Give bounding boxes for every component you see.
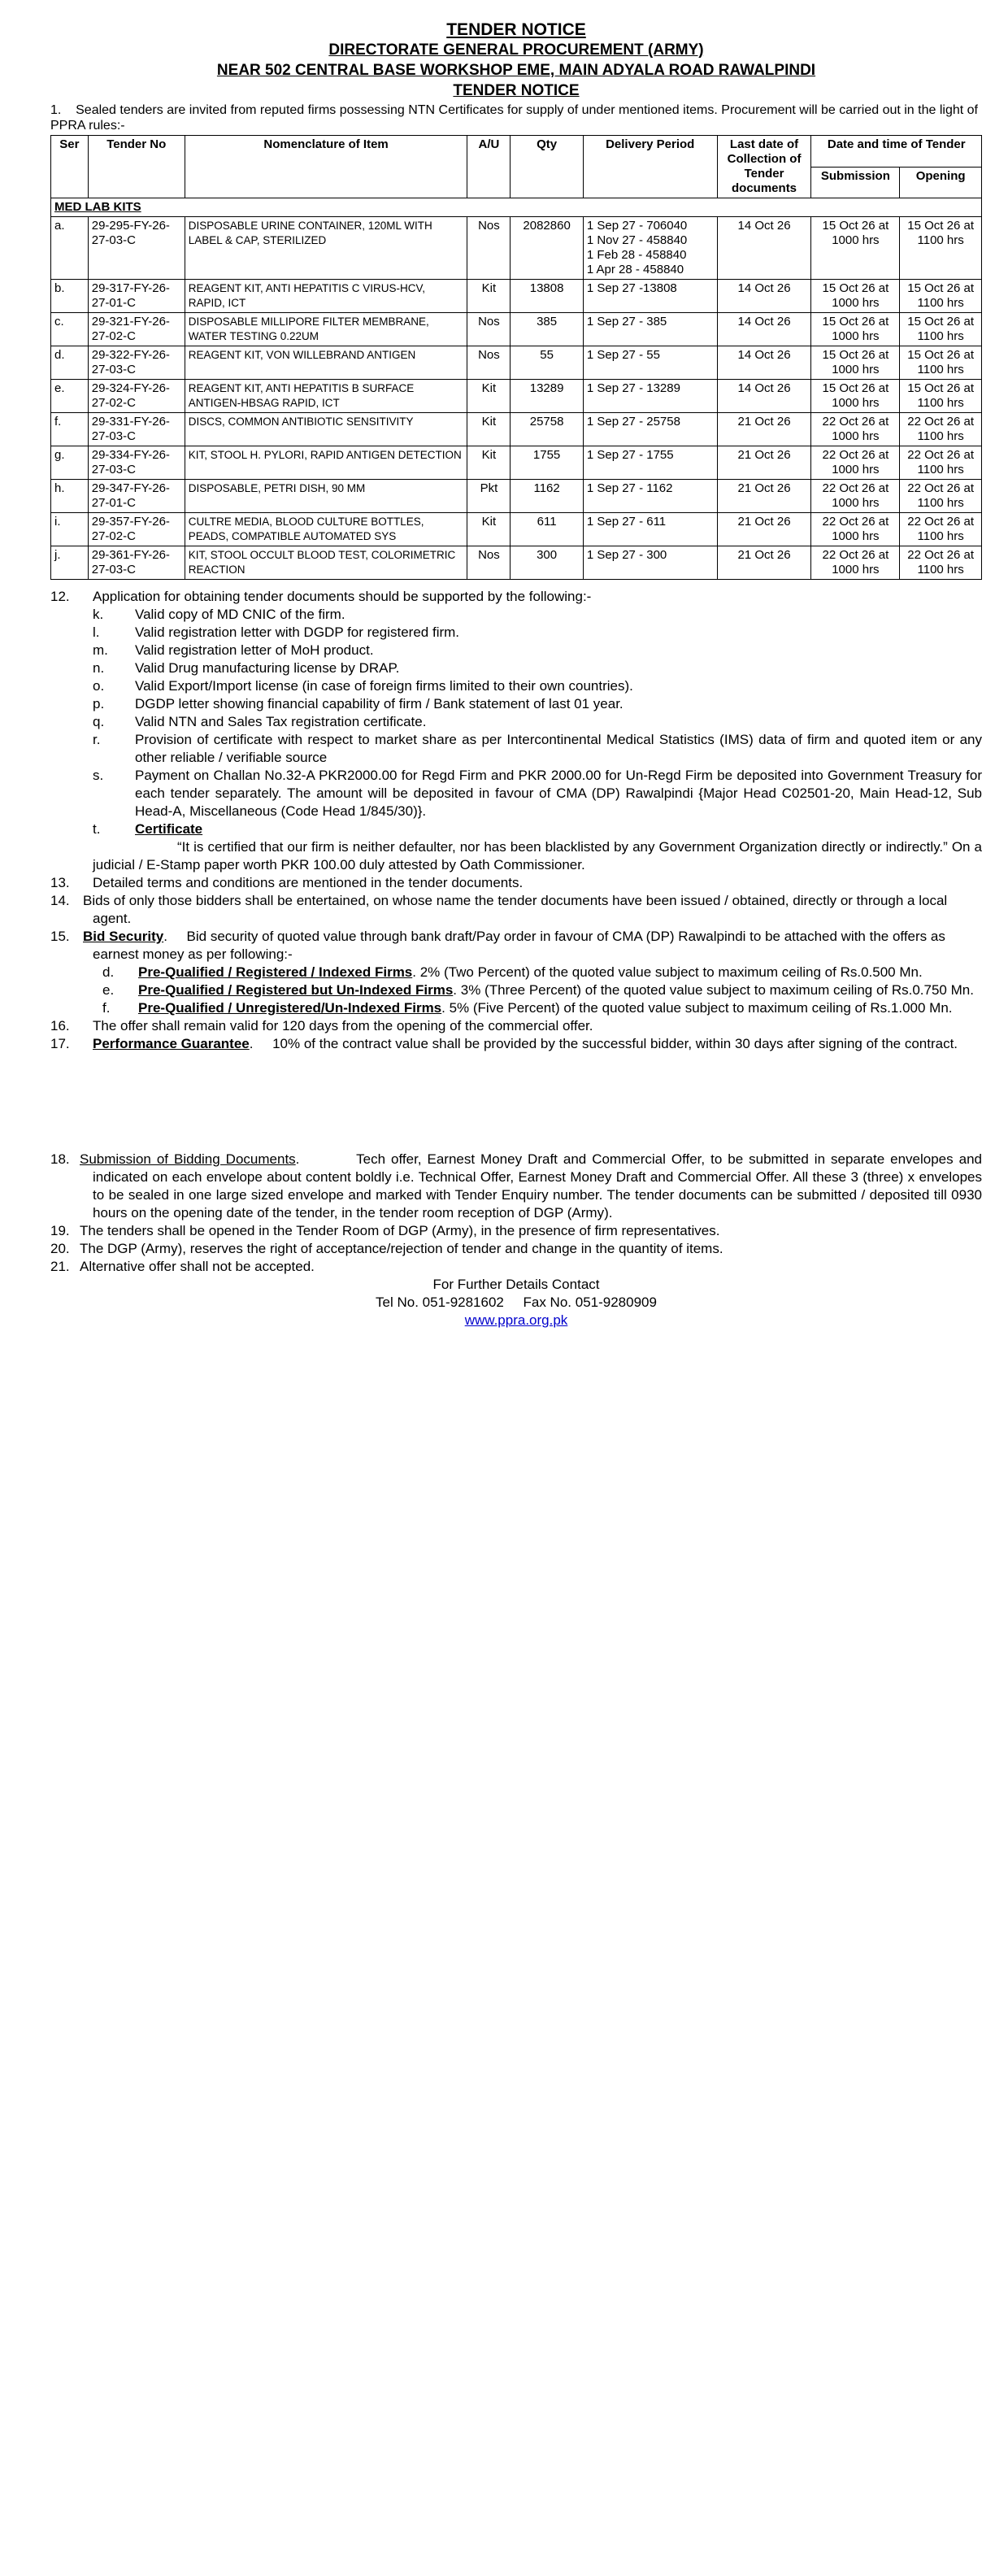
cell-item: KIT, STOOL OCCULT BLOOD TEST, COLORIMETRIC REACTION: [185, 546, 467, 580]
cell-ser: j.: [51, 546, 89, 580]
para-12-number: 12.: [50, 589, 70, 604]
cell-ser: g.: [51, 446, 89, 480]
para-19-number: 19.: [50, 1223, 70, 1238]
para-12-text: Application for obtaining tender documents should be supported by the following:-: [93, 589, 592, 604]
para-12-item-text: Valid registration letter with DGDP for registered firm.: [135, 624, 460, 640]
performance-guarantee-text: 10% of the contract value shall be provided by the successful bidder, within 30 days after signing of the contract.: [272, 1036, 958, 1051]
para-12-item-text: Valid registration letter of MoH product.: [135, 642, 374, 658]
para-12: [50, 588, 982, 874]
ppra-website-link[interactable]: www.ppra.org.pk: [464, 1312, 568, 1328]
para-17-number: 17.: [50, 1036, 70, 1051]
cell-qty: 25758: [511, 413, 583, 446]
table-row: [51, 346, 982, 380]
cell-item: DISPOSABLE URINE CONTAINER, 120ML WITH LABEL & CAP, STERILIZED: [185, 217, 467, 280]
cell-last-date: 14 Oct 26: [717, 313, 811, 346]
para-16-number: 16.: [50, 1018, 70, 1033]
cell-qty: 300: [511, 546, 583, 580]
cell-submission: 22 Oct 26 at 1000 hrs: [811, 413, 900, 446]
tender-table: [50, 135, 982, 580]
bid-security-text: Bid security of quoted value through bank draft/Pay order in favour of CMA (DP) Rawalpindi to be attached with the offers as earnest money as per following:-: [93, 929, 945, 962]
cell-tender-no: 29-331-FY-26-27-03-C: [88, 413, 185, 446]
cell-item: DISPOSABLE, PETRI DISH, 90 MM: [185, 480, 467, 513]
para-12-item-letter: q.: [93, 714, 105, 729]
cell-submission: 15 Oct 26 at 1000 hrs: [811, 313, 900, 346]
para-12-item: [93, 713, 982, 731]
cell-tender-no: 29-334-FY-26-27-03-C: [88, 446, 185, 480]
cell-last-date: 21 Oct 26: [717, 446, 811, 480]
para-12-item: [93, 642, 982, 659]
para-18-number: 18.: [50, 1151, 70, 1167]
cell-qty: 55: [511, 346, 583, 380]
delivery-line: 1 Sep 27 -13808: [586, 281, 677, 295]
para-12-item-letter: t.: [93, 821, 101, 837]
cell-ser: a.: [51, 217, 89, 280]
cell-opening: 15 Oct 26 at 1100 hrs: [900, 217, 982, 280]
notice-subtitle: TENDER NOTICE: [453, 82, 580, 99]
cell-ser: e.: [51, 380, 89, 413]
para-19: [50, 1222, 982, 1240]
para-15-number: 15.: [50, 929, 70, 944]
contact-label: For Further Details Contact: [432, 1277, 600, 1292]
para-12-item-letter: k.: [93, 607, 104, 622]
para-12-item: [93, 767, 982, 820]
cell-au: Nos: [467, 346, 511, 380]
bid-security-item: f. Pre-Qualified / Unregistered/Un-Indexed Firms. 5% (Five Percent) of the quoted value subject to maximum ceiling of Rs.1.000 Mn.: [102, 1000, 953, 1016]
cell-item: REAGENT KIT, ANTI HEPATITIS C VIRUS-HCV, RAPID, ICT: [185, 280, 467, 313]
delivery-line: 1 Sep 27 - 706040: [586, 219, 688, 233]
cell-qty: 1162: [511, 480, 583, 513]
cell-last-date: 21 Oct 26: [717, 413, 811, 446]
cell-last-date: 14 Oct 26: [717, 217, 811, 280]
delivery-line: 1 Sep 27 - 13289: [586, 381, 680, 395]
bid-security-item-text: 2% (Two Percent) of the quoted value subject to maximum ceiling of Rs.0.500 Mn.: [419, 964, 923, 980]
cell-submission: 22 Oct 26 at 1000 hrs: [811, 480, 900, 513]
cell-ser: i.: [51, 513, 89, 546]
table-row: [51, 380, 982, 413]
para-14: [50, 892, 982, 928]
para-12-item-text: DGDP letter showing financial capability of firm / Bank statement of last 01 year.: [135, 696, 624, 711]
cell-item: CULTRE MEDIA, BLOOD CULTURE BOTTLES, PEADS, COMPATIBLE AUTOMATED SYS: [185, 513, 467, 546]
cell-opening: 15 Oct 26 at 1100 hrs: [900, 380, 982, 413]
para-18: 18. Submission of Bidding Documents. Tech offer, Earnest Money Draft and Commercial Offer, to be submitted in separate envelopes and indicated on each envelope about content boldly i.e. Technical Offer, Earnest Money Draft and Commercial Offer. All these 3 (three) x envelopes to be sealed in one large sized envelope and marked with Tender Enquiry number. The tender documents can be submitted / deposited till 0930 hours on the opening date of the tender, in the tender room reception of DGP (Army).: [50, 1151, 982, 1221]
cell-delivery: [583, 513, 717, 546]
table-row: [51, 446, 982, 480]
delivery-line: 1 Nov 27 - 458840: [586, 233, 688, 247]
col-submission: Submission: [811, 167, 900, 198]
bid-security-item: d. Pre-Qualified / Registered / Indexed Firms. 2% (Two Percent) of the quoted value subject to maximum ceiling of Rs.0.500 Mn.: [102, 964, 923, 980]
cell-tender-no: 29-361-FY-26-27-03-C: [88, 546, 185, 580]
delivery-line: 1 Sep 27 - 55: [586, 348, 660, 362]
para-12-item-letter: p.: [93, 696, 105, 711]
cell-tender-no: 29-322-FY-26-27-03-C: [88, 346, 185, 380]
para-12-item-letter: l.: [93, 624, 100, 640]
cell-au: Nos: [467, 546, 511, 580]
cell-delivery: [583, 446, 717, 480]
cell-item: KIT, STOOL H. PYLORI, RAPID ANTIGEN DETECTION: [185, 446, 467, 480]
cell-tender-no: 29-357-FY-26-27-02-C: [88, 513, 185, 546]
bid-security-item: e. Pre-Qualified / Registered but Un-Indexed Firms. 3% (Three Percent) of the quoted value subject to maximum ceiling of Rs.0.750 Mn.: [102, 982, 974, 998]
cell-au: Nos: [467, 313, 511, 346]
cell-au: Kit: [467, 513, 511, 546]
bid-security-item-title: Pre-Qualified / Registered but Un-Indexed Firms: [138, 982, 454, 998]
cell-submission: 22 Oct 26 at 1000 hrs: [811, 546, 900, 580]
para-12-item: [93, 677, 982, 695]
cell-opening: 15 Oct 26 at 1100 hrs: [900, 313, 982, 346]
cell-delivery: [583, 413, 717, 446]
cell-opening: 22 Oct 26 at 1100 hrs: [900, 446, 982, 480]
cell-au: Kit: [467, 413, 511, 446]
cell-last-date: 14 Oct 26: [717, 280, 811, 313]
delivery-line: 1 Sep 27 - 385: [586, 315, 667, 329]
cell-opening: 22 Oct 26 at 1100 hrs: [900, 413, 982, 446]
cell-ser: c.: [51, 313, 89, 346]
para-13-number: 13.: [50, 875, 70, 890]
cell-qty: 13808: [511, 280, 583, 313]
cell-opening: 22 Oct 26 at 1100 hrs: [900, 546, 982, 580]
cell-last-date: 21 Oct 26: [717, 546, 811, 580]
para-12-item-letter: r.: [93, 732, 101, 747]
table-row: [51, 313, 982, 346]
table-row: [51, 480, 982, 513]
para-16-text: The offer shall remain valid for 120 days from the opening of the commercial offer.: [93, 1018, 593, 1033]
para-13-text: Detailed terms and conditions are mentioned in the tender documents.: [93, 875, 524, 890]
cell-opening: 15 Oct 26 at 1100 hrs: [900, 280, 982, 313]
cell-au: Kit: [467, 380, 511, 413]
para-13: [50, 874, 982, 892]
intro-paragraph: [50, 102, 982, 133]
delivery-line: 1 Sep 27 - 611: [586, 515, 667, 529]
cell-submission: 15 Oct 26 at 1000 hrs: [811, 380, 900, 413]
delivery-line: 1 Feb 28 - 458840: [586, 248, 687, 262]
cell-item: REAGENT KIT, ANTI HEPATITIS B SURFACE ANTIGEN-HBSAG RAPID, ICT: [185, 380, 467, 413]
cell-au: Kit: [467, 280, 511, 313]
para-12-item-letter: o.: [93, 678, 105, 694]
para-14-text: Bids of only those bidders shall be entertained, on whose name the tender documents have been issued / obtained, directly or through a local agent.: [83, 893, 948, 926]
cell-qty: 385: [511, 313, 583, 346]
cell-au: Pkt: [467, 480, 511, 513]
para-17: 17. Performance Guarantee. 10% of the contract value shall be provided by the successful bidder, within 30 days after signing of the contract.: [50, 1036, 958, 1051]
bid-security-title: Bid Security: [83, 929, 164, 944]
delivery-line: 1 Sep 27 - 300: [586, 548, 667, 562]
table-row: [51, 546, 982, 580]
cell-delivery: [583, 280, 717, 313]
cell-submission: 15 Oct 26 at 1000 hrs: [811, 346, 900, 380]
cell-ser: h.: [51, 480, 89, 513]
submission-text: Tech offer, Earnest Money Draft and Commercial Offer, to be submitted in separate envelopes and indicated on each envelope about content boldly i.e. Technical Offer, Earnest Money Draft and Commercial Offer. All these 3 (three) x envelopes to be sealed in one large sized envelope and marked with Tender Enquiry number. The tender documents can be submitted / deposited till 0930 hours on the opening date of the tender, in the tender room reception of DGP (Army).: [93, 1151, 982, 1221]
para-20: [50, 1240, 982, 1258]
table-row: [51, 280, 982, 313]
tel-number: Tel No. 051-9281602: [376, 1295, 504, 1310]
cell-ser: d.: [51, 346, 89, 380]
fax-number: Fax No. 051-9280909: [523, 1295, 657, 1310]
cell-ser: b.: [51, 280, 89, 313]
bid-security-item-title: Pre-Qualified / Unregistered/Un-Indexed Firms: [138, 1000, 442, 1016]
bid-security-item-text: 5% (Five Percent) of the quoted value subject to maximum ceiling of Rs.1.000 Mn.: [449, 1000, 953, 1016]
cell-tender-no: 29-347-FY-26-27-01-C: [88, 480, 185, 513]
col-opening: Opening: [900, 167, 982, 198]
cell-ser: f.: [51, 413, 89, 446]
cell-tender-no: 29-295-FY-26-27-03-C: [88, 217, 185, 280]
cell-delivery: [583, 346, 717, 380]
col-tender-no: Tender No: [88, 136, 185, 198]
cell-delivery: [583, 480, 717, 513]
cell-delivery: [583, 217, 717, 280]
certificate-title: Certificate: [135, 821, 203, 837]
para-12-item: [93, 731, 982, 767]
cell-opening: 15 Oct 26 at 1100 hrs: [900, 346, 982, 380]
col-ser: Ser: [51, 136, 89, 198]
bid-security-item-letter: d.: [102, 964, 115, 980]
bid-security-item-title: Pre-Qualified / Registered / Indexed Firms: [138, 964, 413, 980]
para-16: [50, 1017, 982, 1035]
directorate-title: DIRECTORATE GENERAL PROCUREMENT (ARMY): [328, 41, 704, 59]
cell-qty: 2082860: [511, 217, 583, 280]
col-au: A/U: [467, 136, 511, 198]
intro-number: 1.: [50, 103, 62, 117]
cell-opening: 22 Oct 26 at 1100 hrs: [900, 513, 982, 546]
footer-contact: [50, 1276, 982, 1329]
para-12-item-text: Provision of certificate with respect to market share as per Intercontinental Medical Statistics (IMS) data of firm and quoted item or any other reliable / verifiable source: [135, 732, 982, 765]
cell-item: DISPOSABLE MILLIPORE FILTER MEMBRANE, WATER TESTING 0.22UM: [185, 313, 467, 346]
col-delivery: Delivery Period: [583, 136, 717, 198]
cell-tender-no: 29-324-FY-26-27-02-C: [88, 380, 185, 413]
para-21-text: Alternative offer shall not be accepted.: [80, 1259, 315, 1274]
intro-text: Sealed tenders are invited from reputed firms possessing NTN Certificates for supply of under mentioned items. Procurement will be carried out in the light of PPRA rules:-: [50, 103, 978, 133]
para-12-item: [93, 624, 982, 642]
cell-delivery: [583, 313, 717, 346]
cell-item: REAGENT KIT, VON WILLEBRAND ANTIGEN: [185, 346, 467, 380]
cell-qty: 611: [511, 513, 583, 546]
cell-opening: 22 Oct 26 at 1100 hrs: [900, 480, 982, 513]
certificate-text: “It is certified that our firm is neither defaulter, nor has been blacklisted by any Government Organization directly or indirectly.” On a judicial / E-Stamp paper worth PKR 100.00 duly attested by Oath Commissioner.: [93, 839, 982, 872]
cell-submission: 15 Oct 26 at 1000 hrs: [811, 280, 900, 313]
section-heading: MED LAB KITS: [51, 198, 982, 217]
cell-submission: 15 Oct 26 at 1000 hrs: [811, 217, 900, 280]
para-12-item-letter: n.: [93, 660, 105, 676]
para-12-item-letter: s.: [93, 768, 104, 783]
address-title: NEAR 502 CENTRAL BASE WORKSHOP EME, MAIN ADYALA ROAD RAWALPINDI: [216, 62, 816, 79]
para-12-item-text: Valid Export/Import license (in case of foreign firms limited to their own countries).: [135, 678, 633, 694]
col-date-time: Date and time of Tender: [811, 136, 982, 168]
cell-tender-no: 29-321-FY-26-27-02-C: [88, 313, 185, 346]
para-12-item: [93, 659, 982, 677]
cell-last-date: 14 Oct 26: [717, 380, 811, 413]
para-12-item: [93, 606, 982, 624]
para-20-number: 20.: [50, 1241, 70, 1256]
cell-delivery: [583, 546, 717, 580]
bid-security-item-letter: f.: [102, 1000, 111, 1016]
table-row: [51, 413, 982, 446]
delivery-line: 1 Sep 27 - 1162: [586, 481, 673, 495]
submission-title: Submission of Bidding Documents: [80, 1151, 296, 1167]
table-row: [51, 513, 982, 546]
para-21-number: 21.: [50, 1259, 70, 1274]
para-19-text: The tenders shall be opened in the Tender Room of DGP (Army), in the presence of firm representatives.: [80, 1223, 720, 1238]
col-last-date: Last date of Collection of Tender documents: [717, 136, 811, 198]
bid-security-item-letter: e.: [102, 982, 115, 998]
cell-last-date: 21 Oct 26: [717, 513, 811, 546]
tender-notice-page: [50, 20, 982, 1329]
para-20-text: The DGP (Army), reserves the right of acceptance/rejection of tender and change in the quantity of items.: [80, 1241, 723, 1256]
para-12-item-text: Valid copy of MD CNIC of the firm.: [135, 607, 345, 622]
cell-delivery: [583, 380, 717, 413]
delivery-line: 1 Apr 28 - 458840: [586, 263, 684, 276]
para-12-item-letter: m.: [93, 642, 108, 658]
col-item: Nomenclature of Item: [185, 136, 467, 198]
para-12-item-text: Payment on Challan No.32-A PKR2000.00 for Regd Firm and PKR 2000.00 for Un-Regd Firm be deposited into Government Treasury for each tender separately. The amount will be deposited in favour of CMA (DP) Rawalpindi {Major Head C02501-20, Main Head-12, Sub Head-A, Miscellaneous (Code Head 1/845/30)}.: [135, 768, 982, 819]
cell-last-date: 14 Oct 26: [717, 346, 811, 380]
cell-item: DISCS, COMMON ANTIBIOTIC SENSITIVITY: [185, 413, 467, 446]
para-12-item-text: Valid Drug manufacturing license by DRAP.: [135, 660, 400, 676]
para-21: [50, 1258, 982, 1276]
para-12-item-text: Valid NTN and Sales Tax registration certificate.: [135, 714, 427, 729]
para-14-number: 14.: [50, 893, 70, 908]
table-row: [51, 217, 982, 280]
cell-au: Nos: [467, 217, 511, 280]
performance-guarantee-title: Performance Guarantee: [93, 1036, 250, 1051]
delivery-line: 1 Sep 27 - 25758: [586, 415, 680, 429]
col-qty: Qty: [511, 136, 583, 198]
cell-qty: 1755: [511, 446, 583, 480]
para-15: 15. Bid Security. Bid security of quoted value through bank draft/Pay order in favour of CMA (DP) Rawalpindi to be attached with the offers as earnest money as per following:-: [50, 929, 945, 962]
delivery-line: 1 Sep 27 - 1755: [586, 448, 674, 462]
cell-qty: 13289: [511, 380, 583, 413]
para-12-item: [93, 695, 982, 713]
cell-submission: 22 Oct 26 at 1000 hrs: [811, 513, 900, 546]
cell-au: Kit: [467, 446, 511, 480]
cell-last-date: 21 Oct 26: [717, 480, 811, 513]
cell-tender-no: 29-317-FY-26-27-01-C: [88, 280, 185, 313]
notice-title: TENDER NOTICE: [446, 20, 586, 39]
bid-security-item-text: 3% (Three Percent) of the quoted value subject to maximum ceiling of Rs.0.750 Mn.: [460, 982, 974, 998]
cell-submission: 22 Oct 26 at 1000 hrs: [811, 446, 900, 480]
